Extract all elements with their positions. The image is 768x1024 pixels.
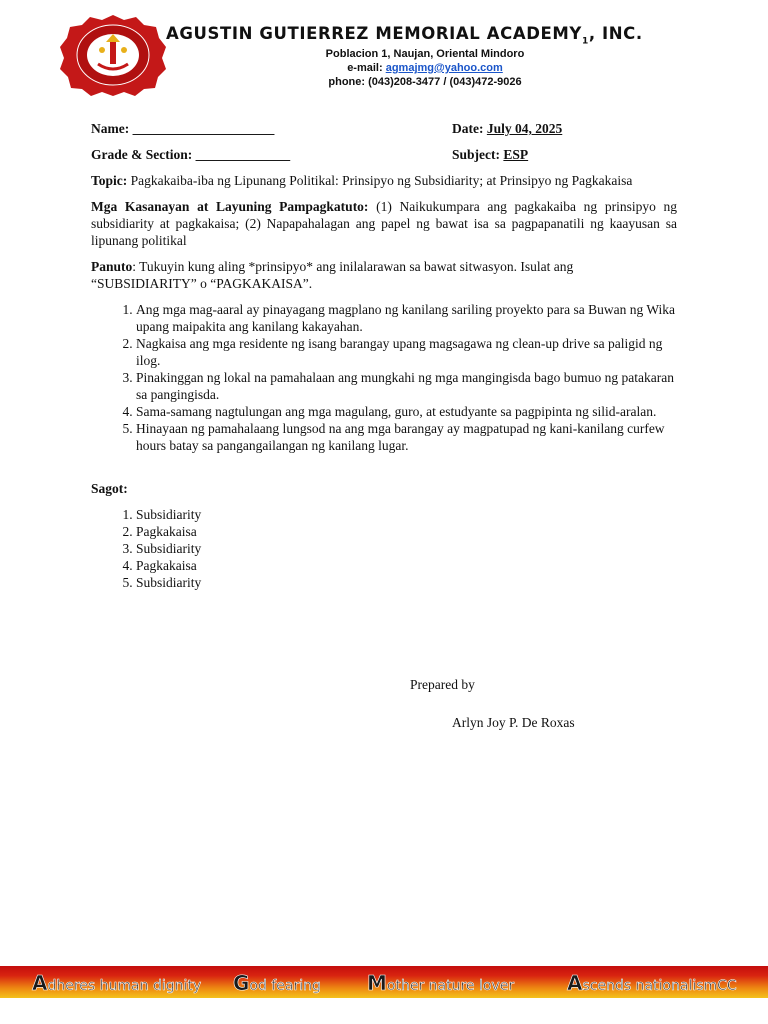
school-seal-icon — [60, 14, 166, 96]
answer-item: 2. Pagkakaisa — [136, 523, 677, 540]
email-link[interactable]: agmajmg@yahoo.com — [385, 62, 503, 74]
footer-motto-3: Mother nature lover — [367, 971, 515, 995]
question-item: 5. Hinayaan ng pamahalaang lungsod na ang mga barangay ay magpatupad ng kani-kanilang curfew hours batay sa pangangailangan ng kanilang lugar. — [136, 420, 677, 454]
signer-name: Arlyn Joy P. De Roxas — [452, 715, 575, 730]
question-item: 4. Sama-samang nagtulungan ang mga magulang, guro, at estudyante sa pagpipinta ng silid-aralan. — [136, 403, 677, 420]
footer-motto-4: Ascends nationalismCC — [567, 971, 737, 995]
footer-motto-1: Adheres human dignity — [32, 971, 202, 995]
school-address: Poblacion 1, Naujan, Oriental Mindoro — [325, 48, 525, 60]
subject-value: ESP — [503, 147, 529, 162]
answer-item: 3. Subsidiarity — [136, 540, 677, 557]
prepared-by-label: Prepared by — [410, 677, 475, 692]
letterhead — [0, 0, 768, 110]
school-phone: phone: (043)208-3477 / (043)472-9026 — [328, 76, 522, 88]
name-blank: _____________________ — [132, 121, 275, 136]
grade-blank: ______________ — [195, 147, 291, 162]
topic-label: Topic: — [91, 173, 128, 188]
question-item: 3. Pinakinggan ng lokal na pamahalaan ang mungkahi ng mga mangingisda bago bumuo ng patakaran sa pangingisda. — [136, 369, 677, 403]
objectives-text: (1) Naikukumpara ang pagkakaiba ng prinsipyo ng subsidiarity at pagkakaisa; (2) Napapahalagan ang papel ng bawat isa sa pagpapanatili ng kaayusan sa lipunang politikal — [91, 199, 677, 248]
footer-banner — [0, 966, 768, 998]
name-label: Name: — [91, 121, 130, 136]
answer-item: 1. Subsidiarity — [136, 506, 677, 523]
footer-motto-2: God fearing — [233, 971, 321, 995]
date-value: July 04, 2025 — [486, 121, 563, 136]
answers-heading: Sagot: — [91, 481, 128, 496]
subject-label: Subject: — [452, 147, 500, 162]
answer-list — [136, 506, 677, 591]
name-date-row — [91, 120, 677, 146]
instructions-text: : Tukuyin kung aling *prinsipyo* ang inilalarawan sa bawat sitwasyon. Isulat ang “SUBSIDIARITY” o “PAGKAKAISA”. — [91, 259, 574, 291]
instructions-label: Panuto — [91, 259, 133, 274]
school-name: AGUSTIN GUTIERREZ MEMORIAL $ACADEMY_1$, INC. — [166, 24, 643, 47]
topic-text: Pagkakaiba-iba ng Lipunang Politikal: Prinsipyo ng Subsidiarity; at Prinsipyo ng Pagkakaisa — [130, 173, 633, 188]
answer-item: 4. Pagkakaisa — [136, 557, 677, 574]
objectives-label: Mga Kasanayan at Layuning Pampagkatuto: — [91, 199, 369, 214]
objectives — [91, 198, 677, 249]
question-item: 1. Ang mga mag-aaral ay pinayagang magplano ng kanilang sariling proyekto para sa Buwan ng Wika upang maipakita ang kanilang kakayahan. — [136, 301, 677, 335]
school-email: e-mail: agmajmg@yahoo.com — [347, 62, 503, 74]
grade-label: Grade & Section: — [91, 147, 193, 162]
question-list — [136, 301, 677, 454]
question-item: 2. Nagkaisa ang mga residente ng isang barangay upang magsagawa ng clean-up drive sa paligid ng ilog. — [136, 335, 677, 369]
instructions — [91, 258, 677, 292]
answer-item: 5. Subsidiarity — [136, 574, 677, 591]
topic — [91, 172, 677, 189]
worksheet-body — [91, 120, 677, 591]
grade-subject-row — [91, 146, 677, 172]
date-label: Date: — [452, 121, 484, 136]
